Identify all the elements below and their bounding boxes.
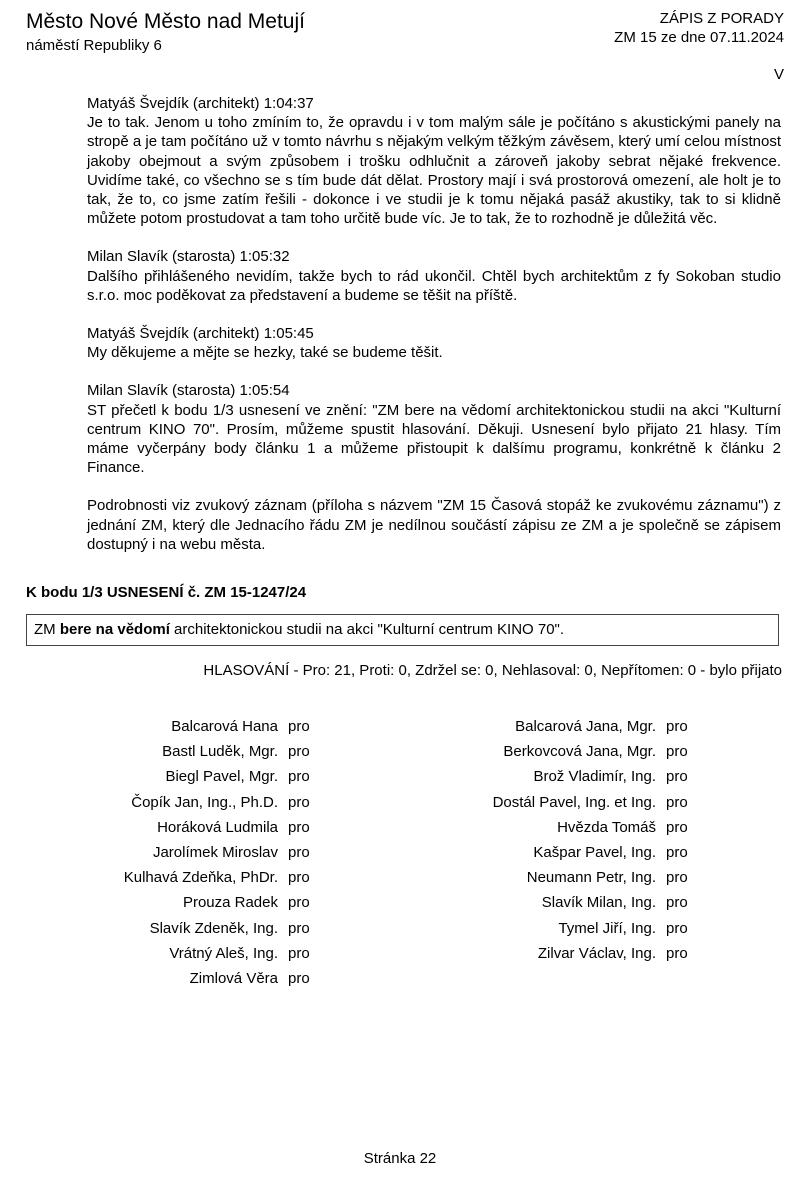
member-name: Tymel Jiří, Ing. <box>558 919 656 937</box>
vote-row <box>430 790 688 815</box>
member-vote: pro <box>288 718 310 736</box>
resolution-text-prefix: ZM <box>34 621 60 638</box>
speech-text: My děkujeme a mějte se hezky, také se budeme těšit. <box>87 344 443 362</box>
member-vote: pro <box>288 844 310 862</box>
vote-row <box>430 865 688 890</box>
member-name: Jarolímek Miroslav <box>152 844 278 862</box>
transcript-entry <box>87 381 781 477</box>
member-name: Horáková Ludmila <box>157 818 278 836</box>
vote-row <box>430 764 688 789</box>
transcript-note <box>87 496 781 554</box>
member-vote: pro <box>666 894 688 912</box>
member-name: Kulhavá Zdeňka, PhDr. <box>123 869 278 887</box>
member-name: Balcarová Jana, Mgr. <box>515 718 656 736</box>
document-title: ZÁPIS Z PORADY <box>659 10 784 27</box>
vote-table-left <box>26 714 310 991</box>
member-name: Bastl Luděk, Mgr. <box>162 743 278 761</box>
resolution-text-bold: bere na vědomí <box>59 621 170 638</box>
resolution-heading: K bodu 1/3 USNESENÍ č. ZM 15-1247/24 <box>26 584 307 601</box>
member-name: Brož Vladimír, Ing. <box>533 768 656 786</box>
header-organization <box>26 10 305 55</box>
note-text: Podrobnosti viz zvukový záznam (příloha s názvem "ZM 15 Časová stopáž ke zvukovému záznamu") z jednání ZM, který dle Jednacího řádu ZM je nedílnou součástí zápisu ze ZM a je společně se zápisem dostupný i na webu města. <box>87 497 781 553</box>
vote-row <box>430 916 688 941</box>
speaker-label: Milan Slavík (starosta) 1:05:54 <box>87 382 290 400</box>
member-name: Hvězda Tomáš <box>557 818 656 836</box>
member-name: Neumann Petr, Ing. <box>526 869 656 887</box>
transcript-entry <box>87 247 781 305</box>
vote-row <box>26 941 310 966</box>
member-vote: pro <box>288 818 310 836</box>
vote-summary: HLASOVÁNÍ - Pro: 21, Proti: 0, Zdržel se: 0, Nehlasoval: 0, Nepřítomen: 0 - bylo přijato <box>203 662 782 679</box>
member-name: Kašpar Pavel, Ing. <box>533 844 656 862</box>
member-name: Berkovcová Jana, Mgr. <box>503 743 656 761</box>
transcript <box>87 94 781 573</box>
document-subtitle: ZM 15 ze dne 07.11.2024 <box>614 29 784 46</box>
vote-row <box>26 764 310 789</box>
vote-row <box>26 966 310 991</box>
vote-row <box>430 739 688 764</box>
speech-text: Dalšího přihlášeného nevidím, takže bych to rád ukončil. Chtěl bych architektům z fy Sokoban studio s.r.o. moc poděkovat za představení a budeme se těšit na příště. <box>87 267 781 304</box>
vote-row <box>430 714 688 739</box>
vote-row <box>26 714 310 739</box>
speech-text: ST přečetl k bodu 1/3 usnesení ve znění: "ZM bere na vědomí architektonickou studii na akci "Kulturní centrum KINO 70". Prosím, můžeme spustit hlasování. Děkuji. Usnesení bylo přijato 21 hlasy. Tím máme vyčerpány body článku 1 a můžeme přistoupit k dalšímu programu, konkrétně k článku 2 Finance. <box>87 401 781 477</box>
member-vote: pro <box>288 768 310 786</box>
vote-row <box>26 916 310 941</box>
vote-row <box>26 790 310 815</box>
member-name: Čopík Jan, Ing., Ph.D. <box>131 793 278 811</box>
member-name: Vrátný Aleš, Ing. <box>169 944 278 962</box>
resolution-box <box>26 614 779 646</box>
organization-name: Město Nové Město nad Metují <box>26 10 305 33</box>
member-vote: pro <box>666 944 688 962</box>
member-vote: pro <box>288 919 310 937</box>
member-vote: pro <box>288 743 310 761</box>
member-name: Dostál Pavel, Ing. et Ing. <box>492 793 656 811</box>
header-document-info <box>614 9 784 47</box>
vote-row <box>26 840 310 865</box>
vote-row <box>430 815 688 840</box>
speaker-label: Matyáš Švejdík (architekt) 1:04:37 <box>87 95 314 112</box>
member-name: Slavík Milan, Ing. <box>541 894 656 912</box>
speaker-label: Milan Slavík (starosta) 1:05:32 <box>87 248 290 266</box>
member-vote: pro <box>666 869 688 887</box>
vote-row <box>430 840 688 865</box>
transcript-entry <box>87 324 781 362</box>
member-vote: pro <box>288 894 310 912</box>
member-vote: pro <box>666 919 688 937</box>
member-vote: pro <box>666 718 688 736</box>
resolution-text-suffix: architektonickou studii na akci "Kulturní centrum KINO 70". <box>169 621 565 638</box>
member-vote: pro <box>666 743 688 761</box>
vote-row <box>26 739 310 764</box>
member-vote: pro <box>288 793 310 811</box>
organization-address: náměstí Republiky 6 <box>26 37 162 54</box>
vote-row <box>26 815 310 840</box>
vote-row <box>26 865 310 890</box>
member-vote: pro <box>666 844 688 862</box>
member-name: Biegl Pavel, Mgr. <box>165 768 278 786</box>
member-name: Slavík Zdeněk, Ing. <box>149 919 278 937</box>
section-mark: V <box>773 66 784 83</box>
vote-table-right <box>430 714 688 966</box>
member-name: Prouza Radek <box>182 894 278 912</box>
member-vote: pro <box>288 969 310 987</box>
member-vote: pro <box>666 818 688 836</box>
page-number: Stránka 22 <box>363 1150 437 1167</box>
transcript-entry <box>87 94 781 228</box>
member-vote: pro <box>666 768 688 786</box>
vote-row <box>26 890 310 915</box>
member-vote: pro <box>666 793 688 811</box>
member-vote: pro <box>288 944 310 962</box>
member-name: Zilvar Václav, Ing. <box>537 944 656 962</box>
speech-text: Je to tak. Jenom u toho zmíním to, že opravdu i v tom malým sále je počítáno s akustickými panely na stropě a je tam počítáno už v tomto návrhu s nějakým velkým těžkým závěsem, který umí celou místnost jakoby obejmout a svým způsobem i trošku odhlučnit a zároveň jakoby sebrat nějaké frekvence. Uvidíme také, co všechno se s tím bude dát dělat. Prostory mají i svá prostorová omezení, ale holt je to tak, že to, co jsme zatím řešili - dokonce i ve studii je k tomu nějaká pasáž akustiky, tak to si klidně můžete potom prostudovat a tam toho určitě bude víc. Je to tak, že to rozhodně je důležitá věc. <box>87 114 781 228</box>
vote-row <box>430 890 688 915</box>
speaker-label: Matyáš Švejdík (architekt) 1:05:45 <box>87 325 314 343</box>
member-name: Balcarová Hana <box>171 718 278 736</box>
member-vote: pro <box>288 869 310 887</box>
vote-row <box>430 941 688 966</box>
member-name: Zimlová Věra <box>189 969 278 987</box>
